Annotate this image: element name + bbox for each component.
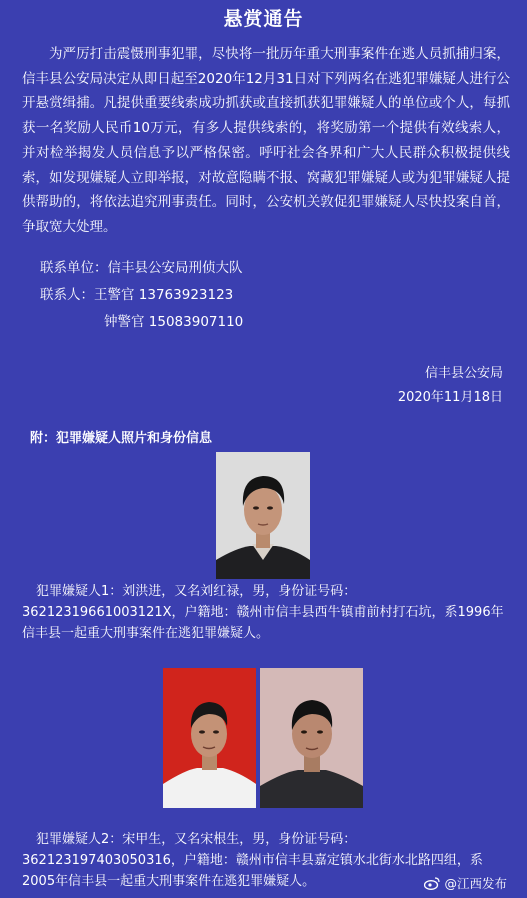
suspect-2-photo-red: [163, 668, 256, 808]
issue-date: 2020年11月18日: [397, 390, 503, 405]
suspect-1-info: 犯罪嫌疑人1：刘洪进，又名刘红禄，男，身份证号码：36212319661003121X，户籍地：赣州市信丰县西牛镇甫前村打石坑，系1996年信丰县一起重大刑事案件在逃犯罪嫌疑人。: [22, 584, 504, 641]
suspect-1-photo: [216, 452, 310, 579]
contact-person-1: 联系人：王警官 13763923123: [40, 287, 234, 303]
notice-body: 为严厉打击震慑刑事犯罪，尽快将一批历年重大刑事案件在逃人员抓捕归案，信丰县公安局决定从即日起至2020年12月31日对下列两名在逃犯罪嫌疑人进行公开悬赏缉捕。凡提供重要线索成功抓获或直接抓获犯罪嫌疑人的单位或个人，每抓获一名奖励人民币10万元，有多人提供线索的，将奖励第一个提供有效线索人，并对检举揭发人员信息予以严格保密。呼吁社会各界和广大人民群众积极提供线索，如发现嫌疑人立即举报，对故意隐瞒不报、窝藏犯罪嫌疑人或为犯罪嫌疑人提供帮助的，将依法追究刑事责任。同时，公安机关敦促犯罪嫌疑人尽快投案自首，争取宽大处理。: [22, 46, 510, 235]
contact-unit: 联系单位：信丰县公安局刑侦大队: [40, 260, 243, 276]
weibo-watermark: [424, 874, 507, 892]
notice-title: 悬赏通告: [223, 8, 304, 30]
watermark-text: @江西发布: [444, 876, 507, 891]
attachment-heading: 附：犯罪嫌疑人照片和身份信息: [30, 431, 213, 446]
contact-person-2: 钟警官 15083907110: [104, 314, 244, 330]
issuer: 信丰县公安局: [424, 366, 503, 381]
suspect-2-info: 犯罪嫌疑人2：宋甲生，又名宋根生，男，身份证号码：362123197403050316，户籍地：赣州市信丰县嘉定镇水北街水北路四组，系2005年信丰县一起重大刑事案件在逃犯罪嫌疑人。: [22, 832, 483, 889]
weibo-icon: [424, 876, 440, 890]
suspect-2-photo-gray: [260, 668, 363, 808]
